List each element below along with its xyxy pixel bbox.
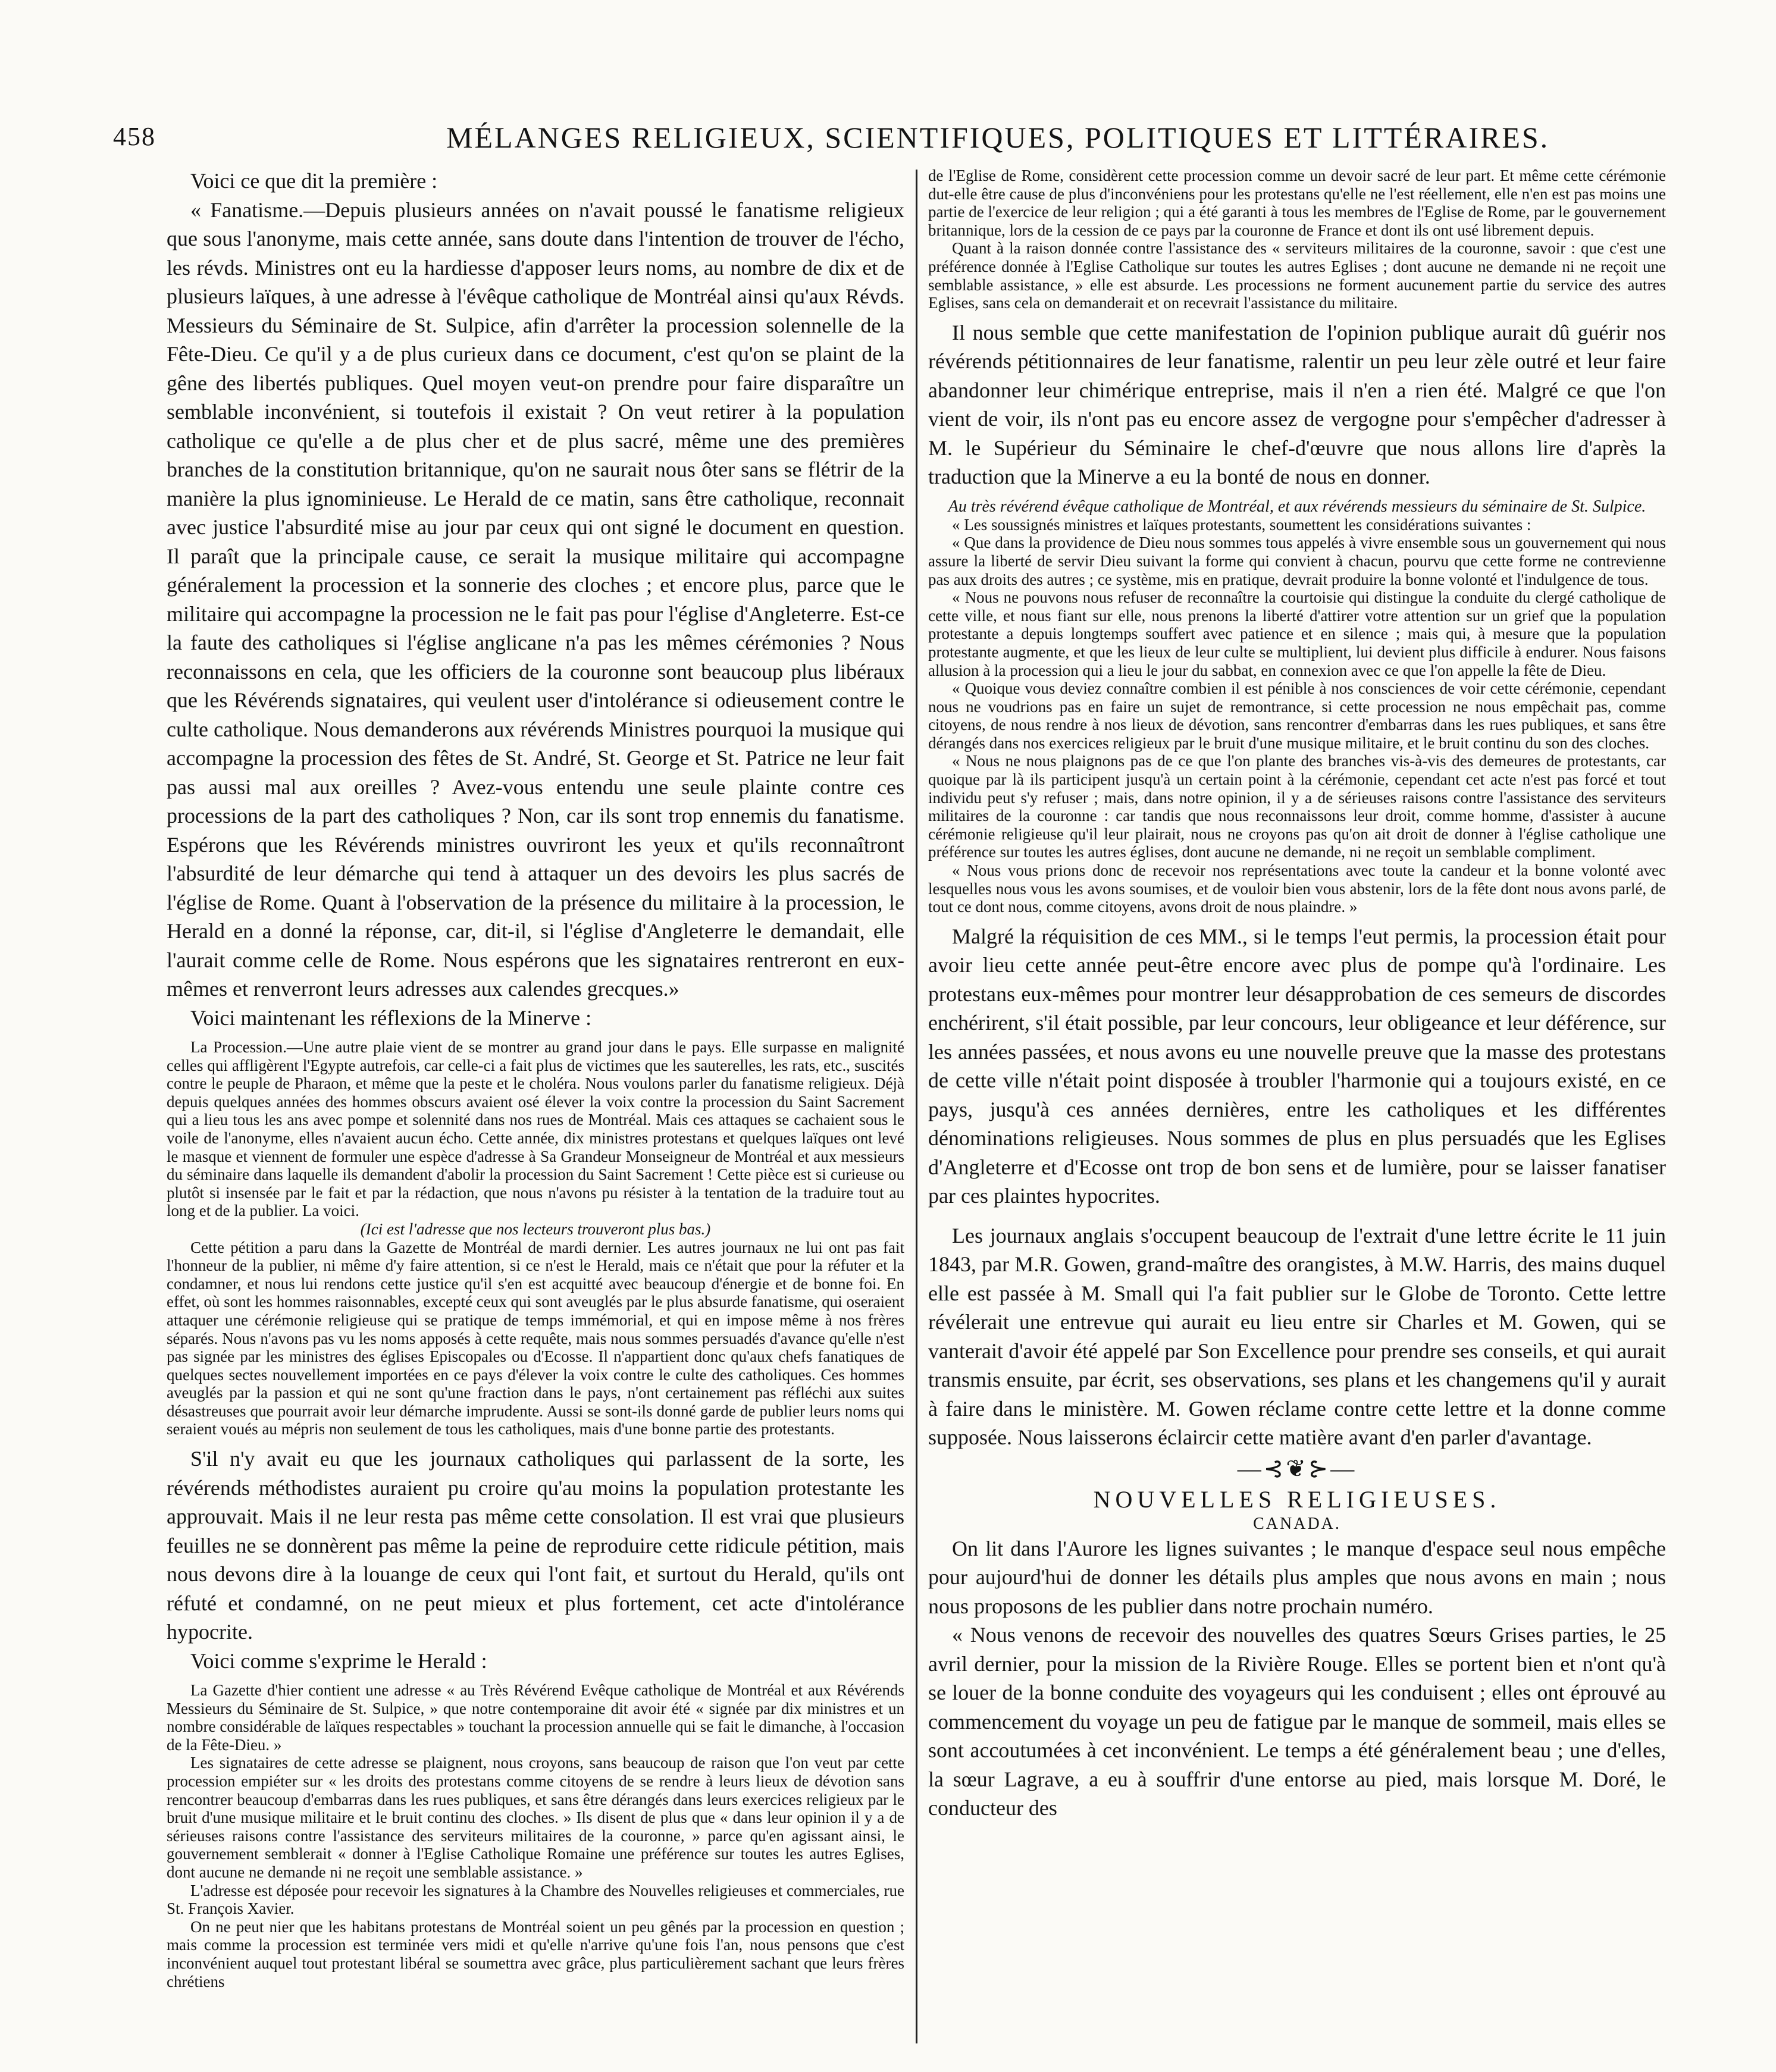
paragraph: Malgré la réquisition de ces MM., si le temps l'eut permis, la procession était pour avoir lieu cette année peut-être encore avec plus de pompe qu'à l'ordinaire. Les protestans eux-mêmes pour montrer leur désapprobation de ces semeurs de discordes enchérirent, s'il était possible, par leur concours, leur obligeance et leur déférence, sur les années passées, et nous avons eu une nouvelle preuve que la masse des protestans de cette ville n'était point disposée à troubler l'harmonie qui a toujours existé, en ce pays, jusqu'à ces années dernières, entre les catholiques et les différentes dénominations religieuses. Nous sommes de plus en plus persuadés que les Eglises d'Angleterre et d'Ecosse ont trop de bon sens et de lumière, pour se laisser fanatiser par ces plaintes hypocrites. <box>928 924 1666 1208</box>
paragraph: « Nous ne pouvons nous refuser de reconnaître la courtoisie qui distingue la conduite du clergé catholique de cette ville, et nous fiant sur elle, nous prenons la liberté d'attirer votre attention sur un grief que la population protestante a depuis longtemps souffert avec patience et en silence ; mais qui, à mesure que la population protestante augmente, et que les lieux de leur culte se multiplient, lui devient plus difficile à endurer. Nous faisons allusion à la procession qui a lieu le jour du sabbat, en connexion avec ce que l'on appelle la fête de Dieu. <box>928 588 1666 679</box>
paragraph: La Gazette d'hier contient une adresse « au Très Révérend Evêque catholique de Montréal et aux Révérends Messieurs du Séminaire de St. Sulpice, » que notre contemporaine dit avoir été « signée par dix ministres et un nombre considérable de laïques respectables » touchant la procession annuelle qui se fait le dimanche, à l'occasion de la Fête-Dieu. » <box>167 1681 904 1754</box>
column-divider <box>916 170 917 2043</box>
paragraph: La Procession.—Une autre plaie vient de se montrer au grand jour dans le pays. Elle surpasse en malignité celles qui affligèrent l'Egypte autrefois, car celle-ci a fait plus de victimes que les sauterelles, les rats, etc., suscités contre le peuple de Pharaon, et même que la peste et le choléra. Nous voulons parler du fanatisme religieux. Déjà depuis quelques années des hommes obscurs avaient osé élever la voix contre la procession du Saint Sacrement qui a lieu tous les ans avec pompe et solennité dans nos rues de Montréal. Mais ces attaques se cachaient sous le voile de l'anonyme, elles n'avaient aucun écho. Cette année, dix ministres protestans et quelques laïques ont levé le masque et viennent de formuler une espèce d'adresse à Sa Grandeur Monseigneur de Montréal et aux messieurs du séminaire dans laquelle ils demandent d'abolir la procession du Saint Sacrement ! Cette pièce est si curieuse ou plutôt si insensée par le fait et par la rédaction, que nous n'avons pu résister à la tentation de la traduire tout au long et de la publier. La voici. <box>167 1038 904 1220</box>
paragraph: « Nous venons de recevoir des nouvelles des quatres Sœurs Grises parties, le 25 avril dernier, pour la mission de la Rivière Rouge. Elles se portent bien et n'ont qu'à se louer de la bonne conduite des voyageurs qui les conduisent ; elles ont éprouvé au commencement du voyage un peu de fatigue par le manque de sommeil, mais elles se sont accoutumées à cet inconvénient. Le temps a été généralement beau ; une d'elles, la sœur Lagrave, a eu à souffrir d'une entorse au pied, mais lorsque M. Doré, le conducteur des <box>928 1623 1666 1820</box>
paragraph: « Quoique vous deviez connaître combien il est pénible à nos consciences de voir cette cérémonie, cependant nous ne voudrions pas en faire un sujet de remontrance, si cette procession ne nous empêchait pas, comme citoyens, de nous rendre à nos lieux de dévotion, sans rencontrer d'embarras dans les rues publiques, et sans être dérangés dans nos exercices religieux par le bruit d'une musique militaire, et le bruit continu du son des cloches. <box>928 679 1666 752</box>
paragraph: S'il n'y avait eu que les journaux catholiques qui parlassent de la sorte, les révérends méthodistes auraient pu croire qu'au moins la population protestante les approuvait. Mais il ne leur resta pas même cette consolation. Il est vrai que plusieurs feuilles ne se donnèrent pas même la peine de reproduire cette ridicule pétition, mais nous devons dire à la louange de ceux qui l'ont fait, et surtout du Herald, qu'ils ont réfuté et condamné, on ne peut mieux et plus fortement, cet acte d'intolérance hypocrite. <box>167 1447 904 1644</box>
paragraph: « Nous ne nous plaignons pas de ce que l'on plante des branches vis-à-vis des demeures de protestants, car quoique par là ils participent jusqu'à un certain point à la cérémonie, cependant cet acte n'est pas forcé et tout individu peut s'y refuser ; mais, dans notre opinion, il y a de sérieuses raisons contre l'assistance des serviteurs militaires de la couronne : car tandis que nous reconnaissons leur droit, comme homme, d'assister à aucune cérémonie religieuse qu'il leur plairait, nous ne croyons pas qu'on ait droit de donner à l'église catholique une préférence sur toutes les autres églises, dont aucune ne demande, ni ne reçoit un semblable compliment. <box>928 752 1666 861</box>
ornament-divider: —⊰❦⊱— <box>1237 1455 1357 1482</box>
editorial-note: (Ici est l'adresse que nos lecteurs trouveront plus bas.) <box>360 1220 711 1238</box>
paragraph: Les journaux anglais s'occupent beaucoup de l'extrait d'une lettre écrite le 11 juin 1843, par M.R. Gowen, grand-maître des orangistes, à M.W. Harris, des mains duquel elle est passée à M. Small qui l'a fait publier sur le Globe de Toronto. Cette lettre révélerait une entrevue qui aurait eu lieu entre sir Charles et M. Gowen, qui se vanterait d'avoir été appelé par Son Excellence pour prendre ses conseils, et qui aurait transmis ensuite, par écrit, ses observations, ses plans et les changemens qu'il y aurait à faire dans le ministère. M. Gowen réclame contre cette lettre et la donne comme supposée. Nous laisserons éclaircir cette matière avant d'en parler d'avantage. <box>928 1223 1666 1450</box>
paragraph: « Nous vous prions donc de recevoir nos représentations avec toute la candeur et la bonne volonté avec lesquelles nous vous les avons soumises, et de vouloir bien vous abstenir, lors de la fête dont nous avons parlé, de tout ce dont nous, comme citoyens, avons droit de nous plaindre. » <box>928 861 1666 916</box>
left-column <box>167 167 904 2052</box>
paragraph: Les signataires de cette adresse se plaignent, nous croyons, sans beaucoup de raison que l'on veut par cette procession empiéter sur « les droits des protestans comme citoyens de se rendre à leurs lieux de dévotion sans rencontrer beaucoup d'embarras dans les rues publiques, et sans être dérangés dans leurs exercices religieux par le bruit d'une musique militaire et le bruit continu des cloches. » Ils disent de plus que « dans leur opinion il y a de sérieuses raisons contre l'assistance des serviteurs militaires de la couronne, » parce qu'en agissant ainsi, le gouvernement semblerait « donner à l'Eglise Catholique Romaine une préférence sur toutes les autres Eglises, dont aucune ne demande ni ne reçoit une semblable assistance. » <box>167 1754 904 1881</box>
paragraph: Cette pétition a paru dans la Gazette de Montréal de mardi dernier. Les autres journaux ne lui ont pas fait l'honneur de la publier, ni même d'y faire attention, si ce n'est le Herald, mais ce n'était que pour la réfuter et la condamner, et nous lui rendons cette justice qu'il s'en est acquitté avec beaucoup d'énergie et de bonne foi. En effet, où sont les hommes raisonnables, excepté ceux qui sont aveuglés par le plus absurde fanatisme, qui oseraient attaquer une cérémonie religieuse qui se pratique de temps immémorial, et qui en impose même à nos frères séparés. Nous n'avons pas vu les noms apposés à cette requête, mais nous sommes persuadés d'avance qu'elle n'est pas signée par les ministres des églises Episcopales ou d'Ecosse. Il n'appartient donc qu'aux chefs fanatiques de quelques sectes nouvellement importées en ce pays d'élever la voix contre le culte des catholiques. Ces hommes aveuglés par la passion et qui ne sont qu'une fraction dans le pays, n'ont certainement pas réfléchi aux suites désastreuses que pourrait avoir leur démarche imprudente. Aussi se sont-ils donné garde de publier leurs noms qui seraient voués au mépris non seulement de tous les catholiques, mais d'une bonne partie des protestants. <box>167 1238 904 1438</box>
paragraph: L'adresse est déposée pour recevoir les signatures à la Chambre des Nouvelles religieuses et commerciales, rue St. François Xavier. <box>167 1881 904 1918</box>
running-head: MÉLANGES RELIGIEUX, SCIENTIFIQUES, POLITIQUES ET LITTÉRAIRES. <box>446 121 1550 154</box>
section-subtitle: CANADA. <box>1253 1514 1341 1533</box>
paragraph: Il nous semble que cette manifestation de l'opinion publique aurait dû guérir nos révérends pétitionnaires de leur fanatisme, ralentir un peu leur zèle outré et leur faire abandonner leur chimérique entreprise, mais il n'en a rien été. Malgré ce que l'on vient de voir, ils n'ont pas eu encore assez de vergogne pour s'empêcher d'adresser à M. le Supérieur du Séminaire le chef-d'œuvre que nous allons lire d'après la traduction que la Minerve a eu la bonté de nous en donner. <box>928 320 1666 489</box>
right-column <box>928 167 1666 2052</box>
paragraph: « Les soussignés ministres et laïques protestants, soumettent les considérations suivantes : <box>952 515 1531 534</box>
section-title: NOUVELLES RELIGIEUSES. <box>1093 1485 1501 1513</box>
paragraph: On lit dans l'Aurore les lignes suivantes ; le manque d'espace seul nous empêche pour aujourd'hui de donner les détails plus amples que nous avons en main ; nous nous proposons de les publier dans notre prochain numéro. <box>928 1536 1666 1618</box>
paragraph: Voici ce que dit la première : <box>190 169 438 193</box>
paragraph: « Que dans la providence de Dieu nous sommes tous appelés à vivre ensemble sous un gouvernement qui nous assure la liberté de servir Dieu suivant la forme qui convient à chacun, pourvu que cette forme ne contrevienne pas aux droits des autres ; ce système, mis en pratique, devrait produire la bonne volonté et l'indulgence de tous. <box>928 534 1666 588</box>
paragraph: Voici comme s'exprime le Herald : <box>190 1648 487 1673</box>
paragraph: Voici maintenant les réflexions de la Minerve : <box>190 1005 592 1030</box>
paragraph: « Fanatisme.—Depuis plusieurs années on n'avait poussé le fanatisme religieux que sous l'anonyme, mais cette année, sans doute dans l'intention de trouver de l'écho, les révds. Ministres ont eu la hardiesse d'apposer leurs noms, au nombre de dix et de plusieurs laïques, à une adresse à l'évêque catholique de Montréal ainsi qu'aux Révds. Messieurs du Séminaire de St. Sulpice, afin d'arrêter la procession solennelle de la Fête-Dieu. Ce qu'il y a de plus curieux dans ce document, c'est qu'on se plaint de la gêne des libertés publiques. Quel moyen veut-on prendre pour faire disparaître un semblable inconvénient, si toutefois il existait ? On veut retirer à la population catholique ce qu'elle a de plus cher et de plus sacré, même une des premières branches de la constitution britannique, qu'on ne saurait nous ôter sans se flétrir de la manière la plus ignominieuse. Le Herald de ce matin, sans être catholique, reconnait avec justice l'absurdité mise au jour par ceux qui ont signé le document en question. Il paraît que la principale cause, ce serait la musique militaire qui accompagne généralement la procession et la sonnerie des cloches ; et encore plus, parce que le militaire qui accompagne la procession ne le fait pas pour l'église d'Angleterre. Est-ce la faute des catholiques si l'église anglicane n'a pas les mêmes cérémonies ? Nous reconnaissons en cela, que les officiers de la couronne sont beaucoup plus libéraux que les Révérends signataires, qui veulent user d'intolérance si odieusement contre le culte catholique. Nous demanderons aux révérends Ministres pourquoi la musique qui accompagne la procession des fêtes de St. André, St. George et St. Patrice ne leur fait pas aussi mal aux oreilles ? Avez-vous entendu une seule plainte contre ces processions de la part des catholiques ? Non, car ils sont trop ennemis du fanatisme. Espérons que les Révérends ministres ouvriront les yeux et qu'ils reconnaîtront l'absurdité de leur démarche qui tend à attaquer un des devoirs les plus sacrés de l'église de Rome. Quant à l'observation de la présence du militaire à la procession, le Herald en a donné la réponse, car, dit-il, si l'église d'Angleterre le demandait, elle l'aurait comme celle de Rome. Nous espérons que les signataires rentreront en eux-mêmes et renverront leurs adresses aux calendes grecques.» <box>167 198 904 1001</box>
page-number: 458 <box>113 122 156 151</box>
address-heading: Au très révérend évêque catholique de Montréal, et aux révérends messieurs du séminaire de St. Sulpice. <box>948 497 1646 516</box>
paragraph: On ne peut nier que les habitans protestans de Montréal soient un peu gênés par la procession en question ; mais comme la procession est terminée vers midi et qu'elle n'arrive qu'une fois l'an, nous pensons que c'est inconvénient auquel tout protestant libéral se soumettra avec grâce, plus particulièrement sachant que leurs frères chrétiens <box>167 1917 904 1991</box>
page-header <box>113 117 1648 158</box>
paragraph: de l'Eglise de Rome, considèrent cette procession comme un devoir sacré de leur part. Et même cette cérémonie dut-elle être cause de plus d'inconvéniens pour les protestans qu'elle ne l'est réellement, elle n'en est pas moins une partie de l'exercice de leur religion ; qui a été garanti à tous les membres de l'Eglise de Rome, par le gouvernement britannique, lors de la cession de ce pays par la couronne de France et dont ils ont usé librement depuis. <box>928 167 1666 239</box>
paragraph: Quant à la raison donnée contre l'assistance des « serviteurs militaires de la couronne, savoir : que c'est une préférence donnée à l'Eglise Catholique sur toutes les autres Eglises ; dont aucune ne demande ni ne reçoit une semblable assistance, » elle est absurde. Les processions ne forment aucunement partie du service des autres Eglises, sans cela on demanderait et on recevrait l'assistance du militaire. <box>928 239 1666 312</box>
